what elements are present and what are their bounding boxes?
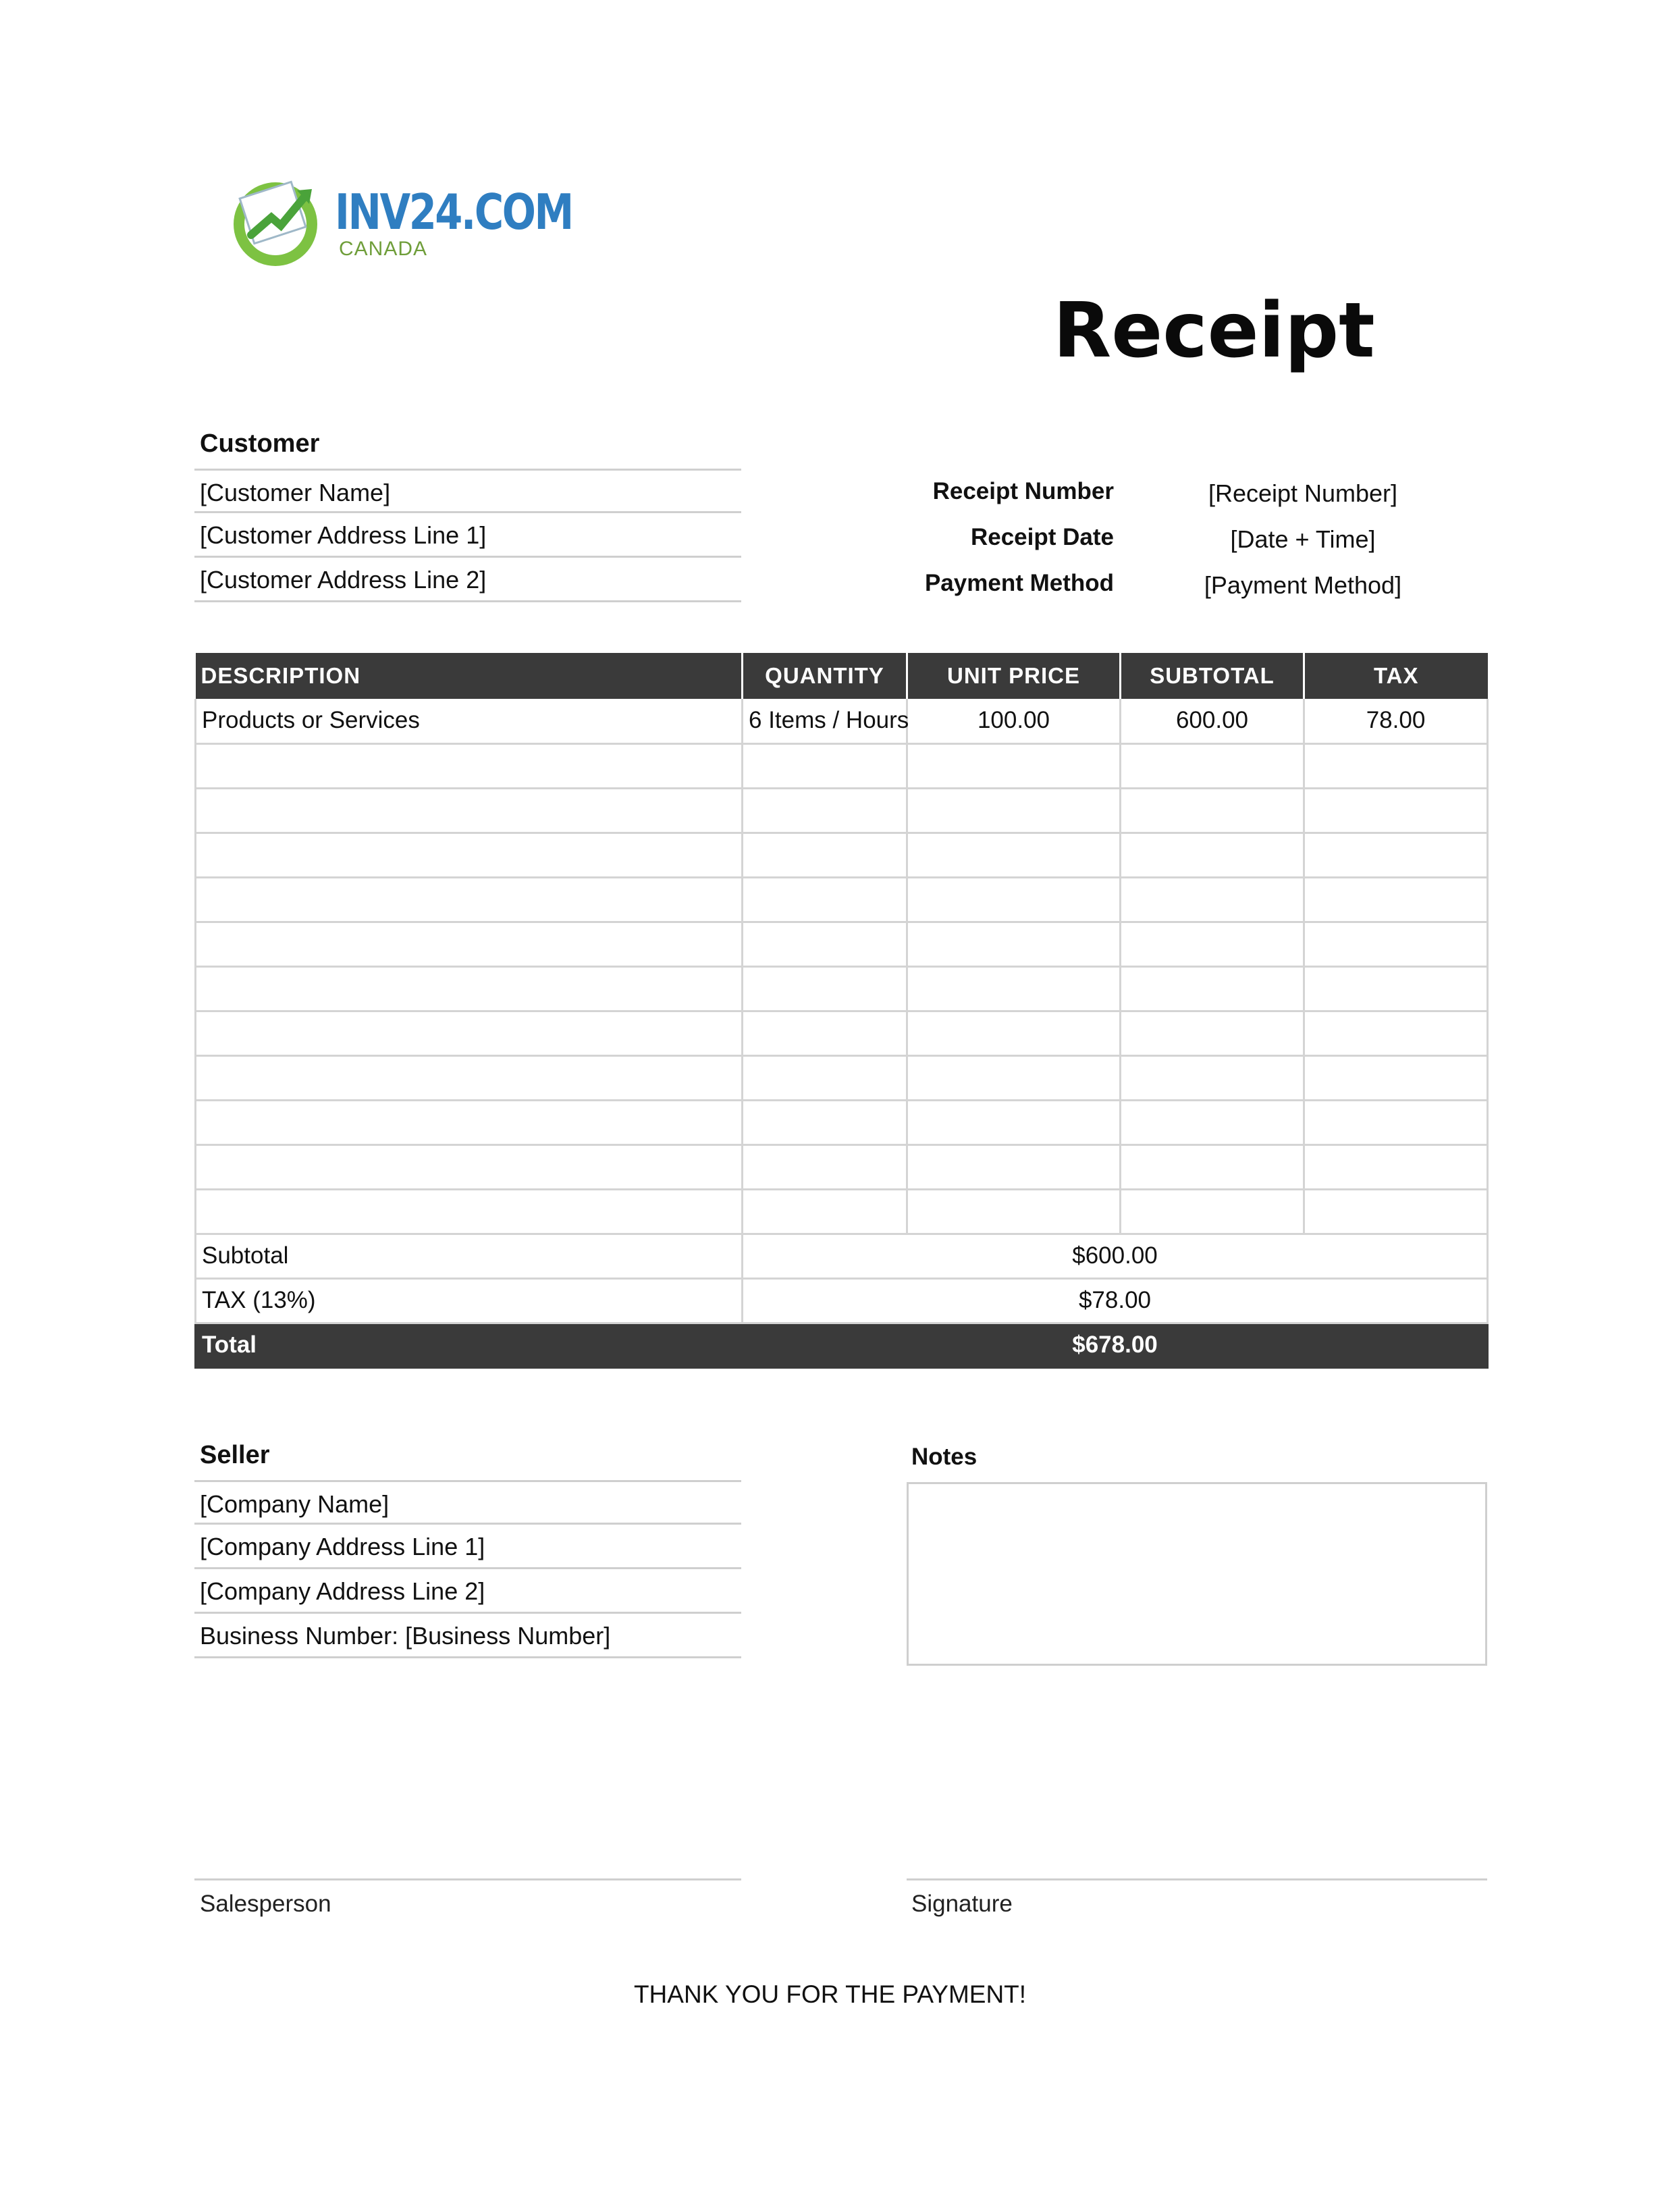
empty-row	[196, 1011, 1488, 1055]
summary-total-value: $678.00	[743, 1323, 1488, 1367]
salesperson-line	[194, 1878, 741, 1880]
summary-total-label: Total	[196, 1323, 743, 1367]
table-row	[196, 699, 1488, 743]
receipt-date-value: [Date + Time]	[1230, 525, 1376, 553]
salesperson-label: Salesperson	[200, 1891, 331, 1917]
summary-tax-row	[196, 1278, 1488, 1323]
signature-label: Signature	[911, 1891, 1013, 1917]
payment-method-value: [Payment Method]	[1204, 571, 1402, 599]
header-unit-price: UNIT PRICE	[907, 653, 1121, 699]
empty-row	[196, 966, 1488, 1011]
page-title: Receipt	[1053, 287, 1375, 375]
notes-heading: Notes	[911, 1444, 978, 1470]
notes-box[interactable]	[907, 1482, 1487, 1666]
header-subtotal: SUBTOTAL	[1121, 653, 1304, 699]
header-quantity: QUANTITY	[743, 653, 907, 699]
summary-tax-label: TAX (13%)	[196, 1278, 743, 1323]
empty-row	[196, 1100, 1488, 1144]
header-tax: TAX	[1304, 653, 1488, 699]
company-logo	[227, 170, 572, 271]
company-address-line-2: [Company Address Line 2]	[194, 1569, 741, 1614]
logo-main-text: INV24.COM	[335, 184, 572, 240]
company-address-line-1: [Company Address Line 1]	[194, 1525, 741, 1569]
item-description: Products or Services	[196, 699, 743, 743]
signature-line	[907, 1878, 1487, 1880]
receipt-date-label: Receipt Date	[970, 524, 1114, 550]
item-subtotal: 600.00	[1121, 699, 1304, 743]
table-header-row	[196, 653, 1488, 699]
thank-you-footer: THANK YOU FOR THE PAYMENT!	[633, 1980, 1027, 2008]
receipt-number-value: [Receipt Number]	[1208, 479, 1398, 507]
empty-row	[196, 833, 1488, 877]
item-quantity: 6 Items / Hours	[743, 699, 907, 743]
business-number: Business Number: [Business Number]	[194, 1614, 741, 1658]
empty-row	[196, 788, 1488, 833]
empty-row	[196, 1144, 1488, 1189]
customer-address-line-1: [Customer Address Line 1]	[194, 513, 741, 558]
header-description: DESCRIPTION	[196, 653, 743, 699]
summary-subtotal-row	[196, 1234, 1488, 1278]
empty-row	[196, 922, 1488, 966]
receipt-number-label: Receipt Number	[932, 478, 1114, 504]
summary-total-row	[196, 1323, 1488, 1367]
customer-heading: Customer	[200, 429, 320, 458]
empty-row	[196, 1055, 1488, 1100]
items-table	[194, 653, 1489, 1369]
seller-block	[194, 1480, 741, 1658]
empty-row	[196, 877, 1488, 922]
empty-row	[196, 743, 1488, 788]
logo-sub-text: CANADA	[339, 238, 428, 260]
seller-heading: Seller	[200, 1441, 270, 1469]
item-tax: 78.00	[1304, 699, 1488, 743]
item-unit-price: 100.00	[907, 699, 1121, 743]
customer-name: [Customer Name]	[194, 469, 741, 513]
company-name: [Company Name]	[194, 1480, 741, 1525]
customer-block	[194, 469, 741, 602]
summary-subtotal-label: Subtotal	[196, 1234, 743, 1278]
summary-subtotal-value: $600.00	[743, 1234, 1488, 1278]
empty-row	[196, 1189, 1488, 1234]
payment-method-label: Payment Method	[924, 570, 1114, 596]
logo-emblem-icon	[227, 170, 328, 271]
summary-tax-value: $78.00	[743, 1278, 1488, 1323]
customer-address-line-2: [Customer Address Line 2]	[194, 558, 741, 602]
